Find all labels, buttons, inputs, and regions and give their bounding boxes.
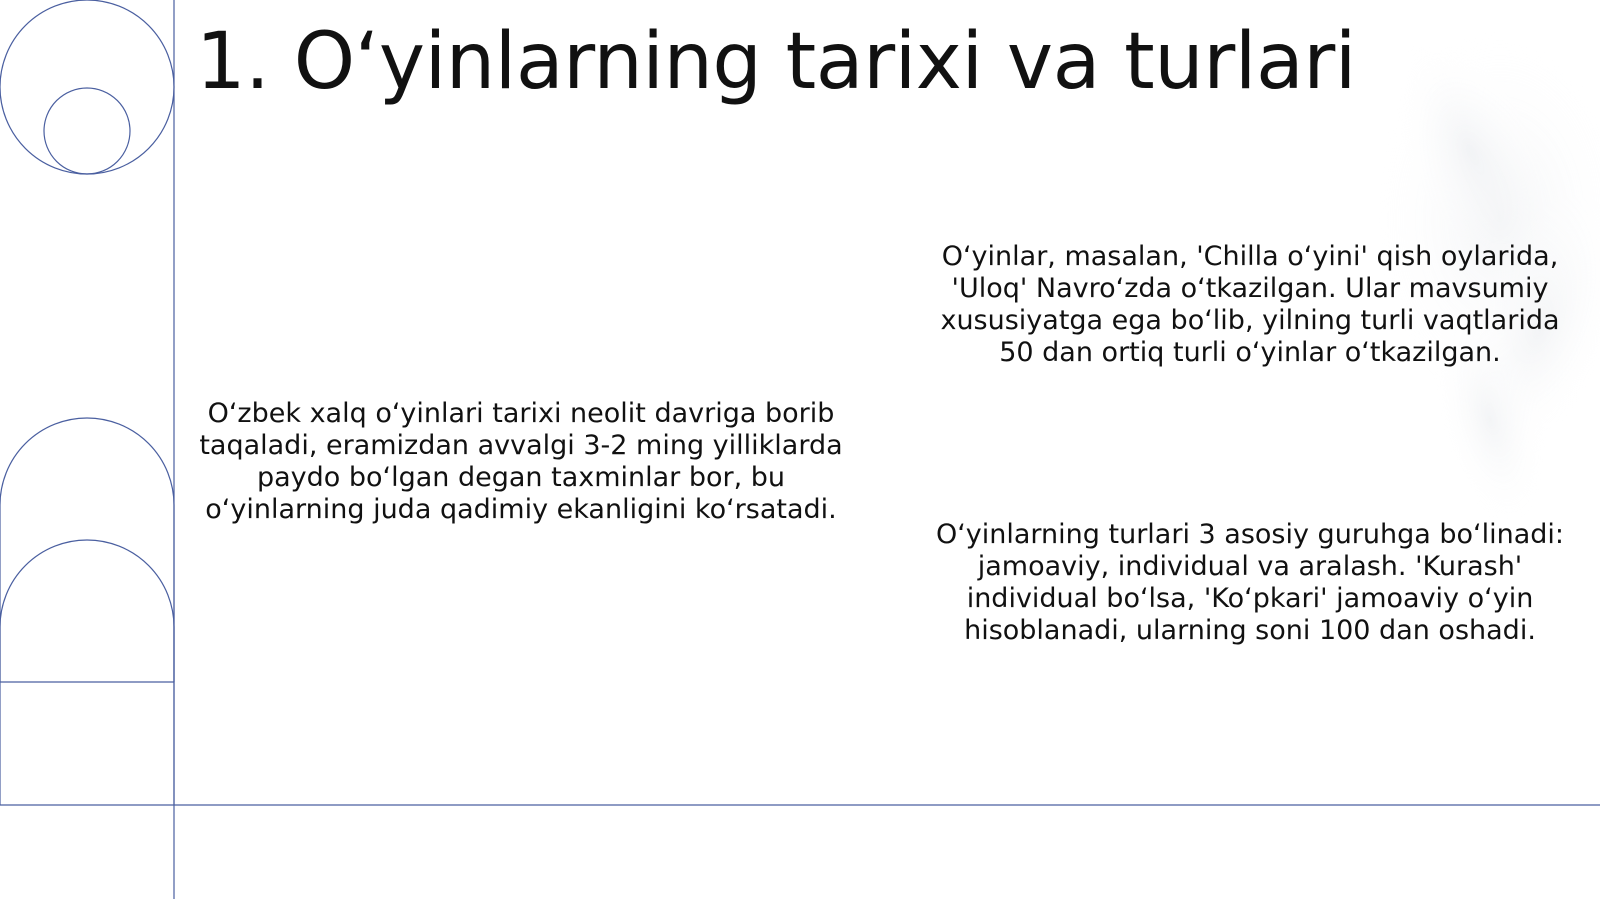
slide-title: 1. O‘yinlarning tarixi va turlari: [196, 17, 1356, 107]
small-circle: [44, 88, 130, 174]
large-circle: [0, 0, 174, 174]
seasonal-games-paragraph: O‘yinlar, masalan, 'Chilla o‘yini' qish oylarida, 'Uloq' Navro‘zda o‘tkazilgan. Ular mavsumiy xususiyatga ega bo‘lib, yilning turli vaqtlarida 50 dan ortiq turli o‘yinlar o‘tkazilgan.: [940, 241, 1560, 368]
arch-outline-upper: [0, 418, 174, 805]
game-types-paragraph: O‘yinlarning turlari 3 asosiy guruhga bo‘linadi: jamoaviy, individual va aralash. 'Kurash' individual bo‘lsa, 'Ko‘pkari' jamoaviy o‘yin hisoblanadi, ularning soni 100 dan oshadi.: [935, 519, 1565, 646]
arch-outline-lower: [0, 540, 174, 682]
history-paragraph: O‘zbek xalq o‘yinlari tarixi neolit davriga borib taqaladi, eramizdan avvalgi 3-2 ming yilliklarda paydo bo‘lgan degan taxminlar bor, bu o‘yinlarning juda qadimiy ekanligini ko‘rsatadi.: [199, 398, 843, 525]
